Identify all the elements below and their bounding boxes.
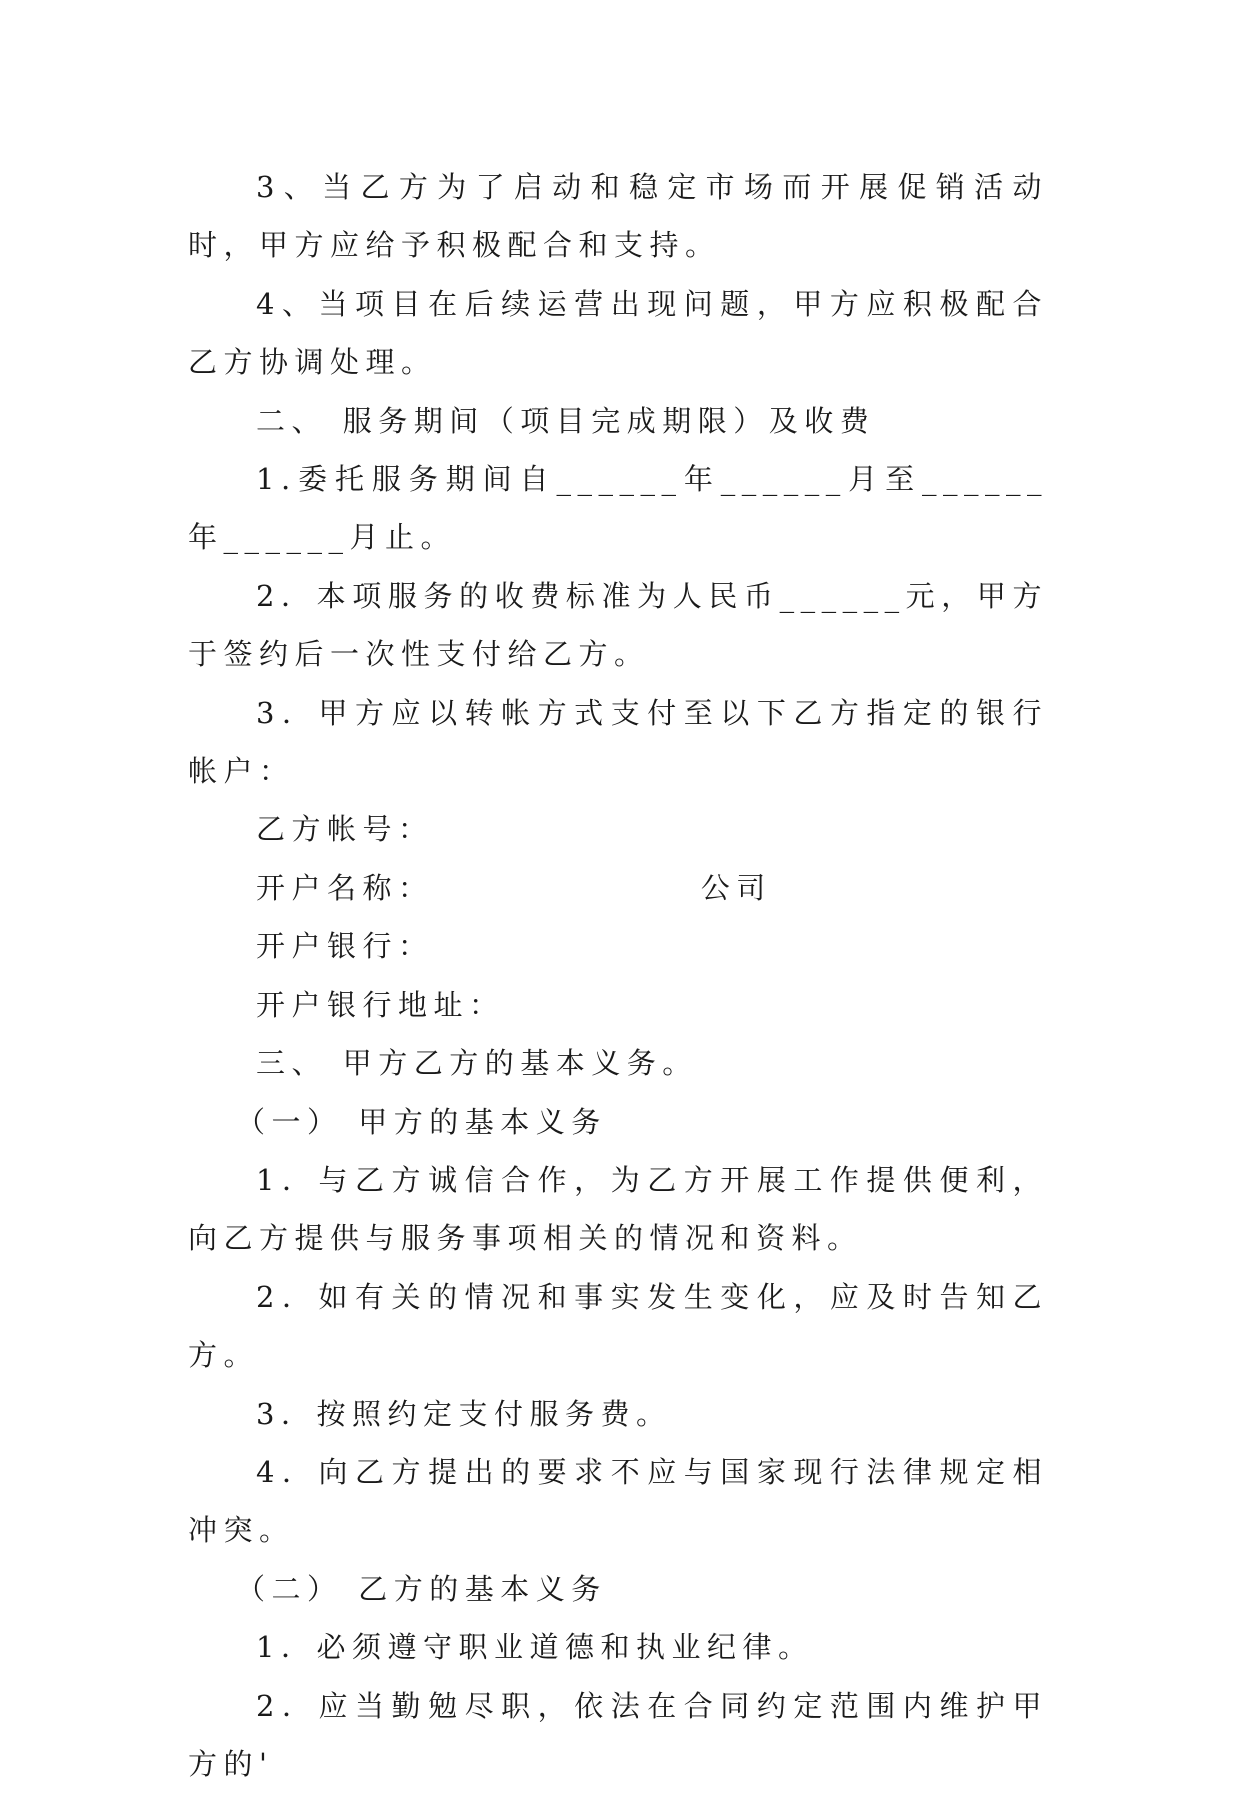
party-a-obligations-heading: （一） 甲方的基本义务 — [236, 1104, 607, 1139]
party-b-obligations-heading: （二） 乙方的基本义务 — [236, 1571, 607, 1606]
party-a-obligation-3: 3．按照约定支付服务费。 — [256, 1396, 672, 1431]
section-2-heading: 二、 服务期间（项目完成期限）及收费 — [256, 403, 876, 438]
party-b-obligation-1: 1．必须遵守职业道德和执业纪律。 — [256, 1630, 814, 1665]
account-number-line: 乙方帐号： — [256, 812, 434, 847]
party-a-obligation-2: 2．如有关的情况和事实发生变化，应及时告知乙方。 — [188, 1279, 1048, 1373]
party-a-obligation-4: 4．向乙方提出的要求不应与国家现行法律规定相冲突。 — [188, 1454, 1048, 1548]
bank-address-line: 开户银行地址： — [256, 987, 505, 1022]
clause-payment-method: 3．甲方应以转帐方式支付至以下乙方指定的银行帐户： — [188, 695, 1048, 789]
section-3-heading: 三、 甲方乙方的基本义务。 — [256, 1046, 698, 1081]
clause-fee-standard: 2．本项服务的收费标准为人民币______元，甲方于签约后一次性支付给乙方。 — [188, 578, 1048, 672]
clause-service-period: 1.委托服务期间自______年______月至______年______月止。 — [188, 462, 1048, 555]
document-body — [188, 158, 1048, 1793]
clause-3-promotion: 3、当乙方为了启动和稳定市场而开展促销活动时，甲方应给予积极配合和支持。 — [188, 170, 1048, 263]
clause-4-operations: 4、当项目在后续运营出现问题，甲方应积极配合乙方协调处理。 — [188, 286, 1048, 380]
party-b-obligation-2: 2．应当勤勉尽职，依法在合同约定范围内维护甲方的' — [188, 1688, 1048, 1781]
account-name-line: 开户名称： 公司 — [256, 870, 772, 905]
party-a-obligation-1: 1．与乙方诚信合作，为乙方开展工作提供便利，向乙方提供与服务事项相关的情况和资料。 — [188, 1162, 1048, 1256]
bank-name-line: 开户银行： — [256, 929, 434, 964]
